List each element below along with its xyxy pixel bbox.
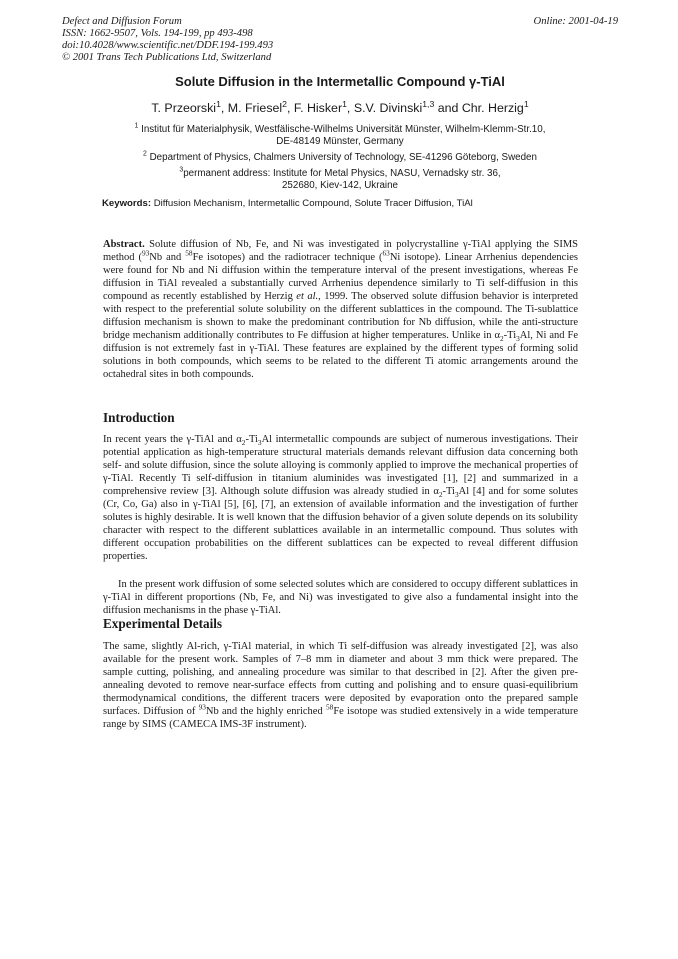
- affiliation-2: [62, 152, 618, 164]
- author-list: T. Przeorski$^1$, M. Friesel$^2$, F. Hisker$^1$, S.V. Divinski$^{1,3}$ and Chr. Herzig$^1$: [151, 98, 529, 115]
- isotope-mass: 93: [141, 248, 150, 258]
- abstract-text: Solute diffusion of Nb, Fe, and Ni was investigated in polycrystalline γ-TiAl applying the SIMS method (: [103, 239, 578, 263]
- abstract-text: Nb and: [149, 252, 186, 263]
- author-affiliation-mark: 1: [216, 98, 221, 109]
- affiliation-1: [62, 124, 618, 149]
- affiliation-mark: 1: [134, 122, 139, 130]
- journal-issn: ISSN: 1662-9507, Vols. 194-199, pp 493-498: [62, 28, 253, 39]
- subscript: 2: [499, 334, 504, 344]
- author-name: M. Friesel: [227, 101, 283, 115]
- affiliation-line: 252680, Kiev-142, Ukraine: [281, 180, 398, 192]
- body-text: In recent years the γ-TiAl and α: [103, 434, 242, 445]
- keywords-text: Diffusion Mechanism, Intermetallic Compound, Solute Tracer Diffusion, TiAl: [153, 198, 473, 209]
- author-name: Chr. Herzig: [461, 101, 524, 115]
- subscript: 3: [516, 334, 520, 344]
- abstract-text: Al, Ni and Fe diffusion is not extremely fast in γ-TiAl. These features are explained by the different types of forming solid solutions in both compounds, which seems to be related to the different Ti atomic arrangements around the octahedral sites in both compounds.: [103, 330, 578, 380]
- author-name: F. Hisker: [293, 101, 343, 115]
- author-affiliation-mark: 1,3: [422, 98, 435, 109]
- body-text: Al intermetallic compounds are subject of numerous investigations. Their potential application as high-temperature structural materials demands relevant diffusion data concerning both self- and solute diffusion, since the solute alloying is commonly applied to improve the mechanical properties of γ-TiAl. Recently Ti self-diffusion in titanium aluminides was investigated [1], [2] and summarized in a comprehensive review [3]. Although solute diffusion was already studied in α: [103, 434, 578, 497]
- body-text: -Ti: [442, 486, 455, 497]
- journal-name: Defect and Diffusion Forum: [62, 16, 182, 27]
- affiliation-3: [62, 168, 618, 193]
- keywords-label: Keywords:: [102, 198, 152, 209]
- body-text: Fe isotope was studied extensively in a wide temperature range by SIMS (CAMECA IMS-3F instrument).: [103, 706, 578, 730]
- body-text: Al [4] and for some solutes (Cr, Co, Ga) also in γ-TiAl [5], [6], [7], an extension of available information and the investigation of further solutes is highly desirable. It is well known that the diffusion behavior of a given solute depends on its solubility character with respect to the different sublattices available in an intermetallic compound. Thus solutes with different occupation probabilities on the different sublattices can be expected to reveal different diffusion properties.: [103, 486, 578, 562]
- affiliation-line: permanent address: Institute for Metal Physics, NASU, Vernadsky str. 36,: [183, 168, 501, 179]
- affiliation-line: Institut für Materialphysik, Westfälische-Wilhelms Universität Münster, Wilhelm-Klemm-Str.10,: [141, 124, 546, 135]
- abstract-text: et al.: [296, 291, 319, 302]
- abstract-text: Ni isotope). Linear Arrhenius dependencies were found for Nb and Ni diffusion within the temperature interval of the present investigations, whereas Fe diffusion in TiAl revealed a substantially curved Arrhenius dependence similarly to Ti self-diffusion in this compound as recently established by Herzig: [103, 252, 578, 302]
- abstract-paragraph: [103, 238, 578, 381]
- abstract-text: , 1999. The observed solute diffusion behavior is interpreted with respect to the preferential solute solubility on the different sublattices in the compound. The Ti-sublattice diffusion mechanism is shown to make the predominant contribution for Nb diffusion, while the anti-structure bridge mechanism additionally contributes to Fe diffusion at higher temperatures. Unlike in α: [103, 291, 579, 341]
- affiliation-line: Department of Physics, Chalmers University of Technology, SE-41296 Göteborg, Sweden: [149, 152, 537, 163]
- abstract-text: Fe isotopes) and the radiotracer technique (: [192, 252, 383, 263]
- online-date: Online: 2001-04-19: [533, 16, 618, 27]
- abstract-text: -Ti: [503, 330, 517, 341]
- subscript: 3: [257, 438, 262, 448]
- journal-copyright: © 2001 Trans Tech Publications Ltd, Switzerland: [62, 52, 272, 63]
- body-text: Nb and the highly enriched: [205, 706, 326, 717]
- isotope-mass: 58: [325, 702, 334, 712]
- journal-header: [62, 16, 618, 64]
- subscript: 2: [241, 438, 246, 448]
- author-affiliation-mark: 2: [282, 98, 287, 109]
- paper-title: Solute Diffusion in the Intermetallic Compound γ-TiAl: [175, 74, 505, 89]
- isotope-mass: 58: [185, 248, 193, 258]
- isotope-mass: 93: [198, 702, 206, 712]
- experimental-paragraph: [103, 640, 578, 731]
- author-affiliation-mark: 1: [523, 98, 529, 109]
- author-name: T. Przeorski: [151, 101, 217, 115]
- affiliation-line: DE-48149 Münster, Germany: [276, 136, 404, 148]
- affiliation-mark: 2: [143, 150, 147, 158]
- author-affiliation-mark: 1: [342, 98, 347, 109]
- body-text: -Ti: [245, 434, 258, 445]
- body-text: The same, slightly Al-rich, γ-TiAl material, in which Ti self-diffusion was already investigated [2], was also available for the present work. Samples of 7–8 mm in diameter and about 3 mm thick were prepared. The sample cutting, polishing, and annealing procedure was similar to that described in [2]. After the given pre-annealing devoted to remove near-surface effects from cutting and polishing and to ensure quasi-equilibrium thermodynamical conditions, the different tracers were deposited by evaporation onto the prepared sample surfaces. Diffusion of: [103, 641, 578, 717]
- journal-doi: doi:10.4028/www.scientific.net/DDF.194-199.493: [62, 40, 274, 51]
- affiliation-mark: 3: [179, 166, 184, 174]
- subscript: 3: [454, 490, 459, 500]
- subscript: 2: [438, 490, 443, 500]
- keywords: [102, 198, 602, 209]
- section-heading-experimental: Experimental Details: [103, 616, 223, 631]
- introduction-paragraph: [103, 433, 578, 563]
- introduction-paragraph: In the present work diffusion of some selected solutes which are considered to occupy different sublattices in γ-TiAl in different proportions (Nb, Fe, and Ni) was investigated to give also a fundamental insight into the diffusion mechanisms in the phase γ-TiAl.: [103, 579, 578, 616]
- author-name: S.V. Divinski: [353, 101, 423, 115]
- abstract-label: Abstract.: [103, 239, 145, 250]
- section-heading-introduction: Introduction: [103, 410, 175, 425]
- isotope-mass: 63: [382, 248, 390, 258]
